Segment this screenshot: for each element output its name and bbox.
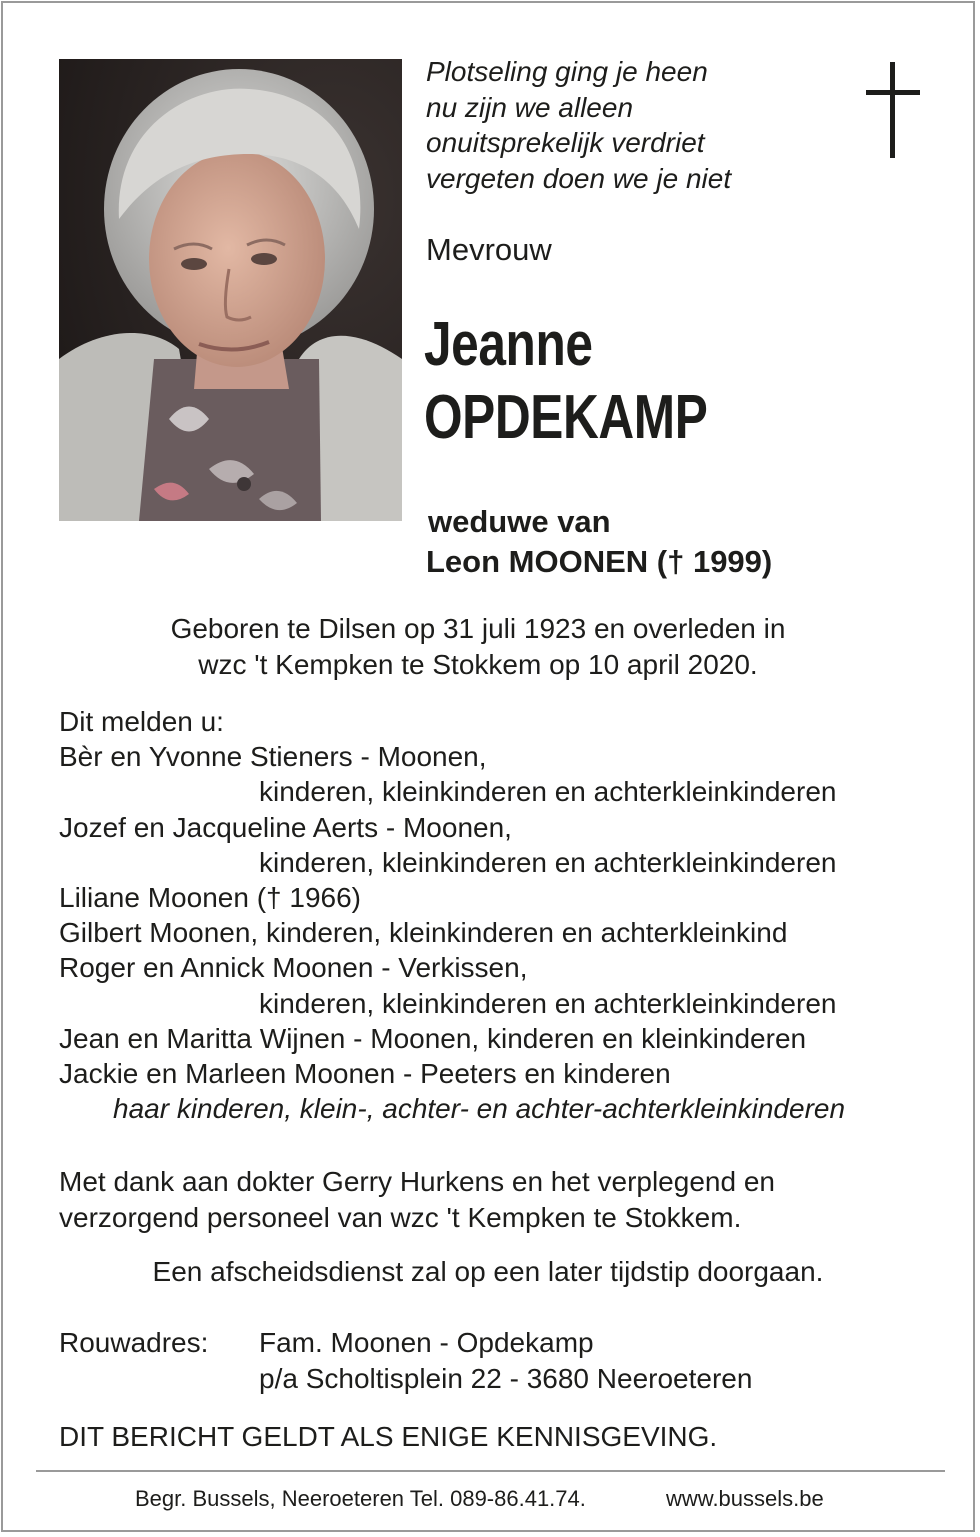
first-name: Jeanne (424, 310, 593, 379)
official-notice: DIT BERICHT GELDT ALS ENIGE KENNISGEVING. (59, 1421, 718, 1452)
family-line: Jackie en Marleen Moonen - Peeters en kinderen (59, 1058, 671, 1090)
last-name: OPDEKAMP (424, 383, 708, 452)
footer-website-link[interactable]: www.bussels.be (666, 1486, 824, 1511)
widow-of (426, 502, 772, 582)
family-line: kinderen, kleinkinderen en achterkleinkinderen (259, 846, 837, 878)
address-label: Rouwadres: (59, 1327, 209, 1358)
address-line: p/a Scholtisplein 22 - 3680 Neeroeteren (259, 1363, 753, 1394)
thanks-line: verzorgend personeel van wzc 't Kempken te Stokkem. (59, 1202, 742, 1233)
deceased-name (424, 308, 707, 454)
portrait-photo (59, 59, 402, 521)
birth-death-info (0, 611, 968, 683)
memorial-poem (426, 54, 731, 196)
thanks-line: Met dank aan dokter Gerry Hurkens en het verplegend en (59, 1166, 775, 1197)
family-line: Jozef en Jacqueline Aerts - Moonen, (59, 811, 512, 843)
poem-line: onuitsprekelijk verdriet (426, 127, 705, 158)
family-line: Bèr en Yvonne Stieners - Moonen, (59, 741, 487, 773)
family-line: Liliane Moonen († 1966) (59, 882, 361, 914)
salutation: Mevrouw (426, 232, 552, 267)
family-line: kinderen, kleinkinderen en achterkleinkinderen (259, 776, 837, 808)
footer-divider (36, 1470, 945, 1472)
cross-icon (862, 62, 922, 160)
service-note: Een afscheidsdienst zal op een later tijdstip doorgaan. (152, 1256, 824, 1287)
family-line: Gilbert Moonen, kinderen, kleinkinderen en achterkleinkind (59, 917, 788, 949)
family-line: Jean en Maritta Wijnen - Moonen, kinderen en kleinkinderen (59, 1022, 807, 1054)
family-announcement (59, 704, 845, 1126)
widow-label: weduwe van (428, 504, 611, 539)
family-line: kinderen, kleinkinderen en achterkleinkinderen (259, 987, 837, 1019)
born-line: wzc 't Kempken te Stokkem op 10 april 2020. (198, 649, 758, 680)
poem-line: vergeten doen we je niet (426, 162, 732, 194)
footer-company: Begr. Bussels, Neeroeteren Tel. 089-86.41.74. (135, 1486, 586, 1511)
poem-line: Plotseling ging je heen (426, 56, 708, 87)
announce-intro: Dit melden u: (59, 706, 224, 737)
spouse-name: Leon MOONEN († 1999) (426, 544, 773, 579)
family-line: Roger en Annick Moonen - Verkissen, (59, 952, 528, 984)
announce-closing: haar kinderen, klein-, achter- en achter-achterkleinkinderen (113, 1093, 846, 1125)
born-line: Geboren te Dilsen op 31 juli 1923 en overleden in (170, 613, 786, 644)
address-line: Fam. Moonen - Opdekamp (259, 1327, 594, 1358)
thanks-note (59, 1164, 775, 1236)
poem-line: nu zijn we alleen (426, 91, 634, 123)
